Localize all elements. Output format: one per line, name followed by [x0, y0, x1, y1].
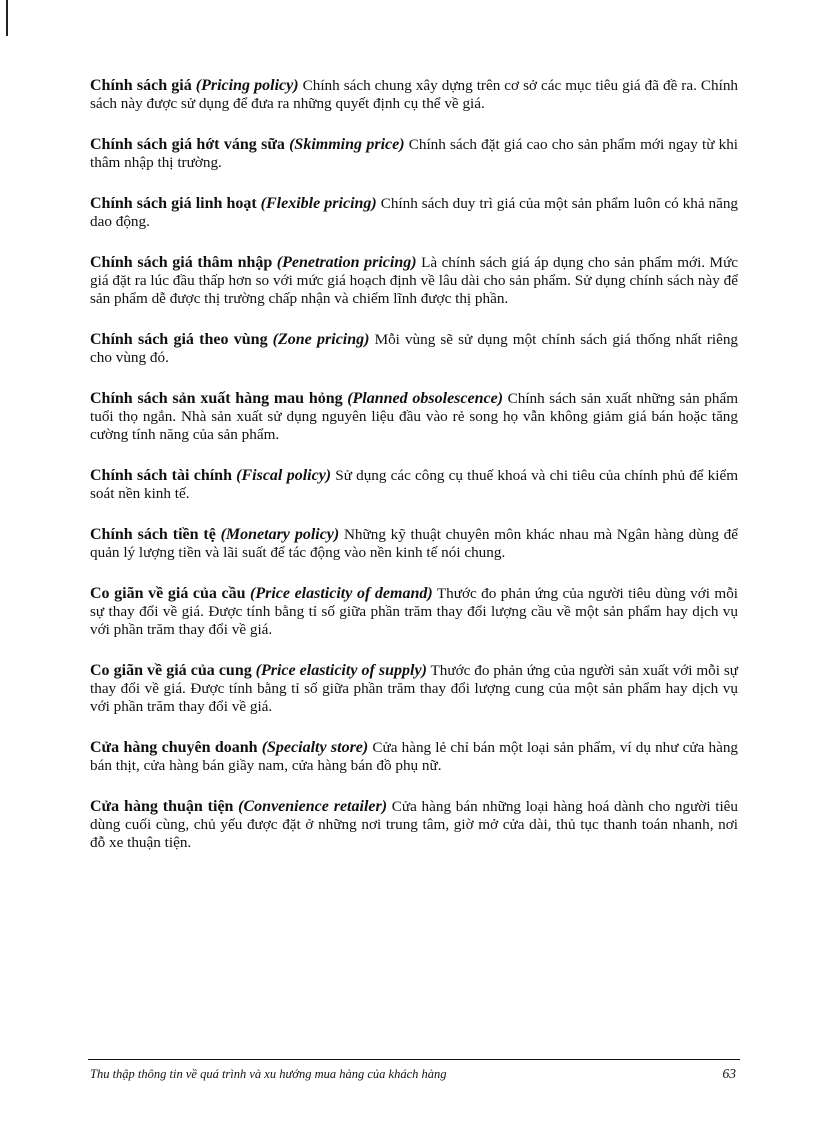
glossary-content: [90, 77, 738, 875]
glossary-entry: [90, 467, 738, 503]
entry-english: (Flexible pricing): [260, 195, 377, 212]
entry-term: Cửa hàng chuyên doanh: [90, 739, 258, 756]
glossary-entry: [90, 798, 738, 852]
entry-term: Chính sách giá hớt váng sữa: [90, 136, 285, 153]
entry-term: Chính sách giá theo vùng: [90, 331, 268, 348]
entry-definition: Chính sách duy trì giá của một sản phẩm luôn có khả năng dao động.: [90, 195, 739, 230]
glossary-entry: [90, 739, 738, 775]
entry-english: (Monetary policy): [220, 526, 340, 543]
entry-term: Chính sách giá: [90, 77, 192, 94]
entry-english: (Price elasticity of demand): [249, 585, 433, 602]
glossary-entry: [90, 390, 738, 444]
page-number: 63: [722, 1066, 736, 1081]
entry-term: Chính sách giá linh hoạt: [90, 195, 257, 212]
running-footer: Thu thập thông tin về quá trình và xu hướng mua hàng của khách hàng: [90, 1067, 447, 1081]
entry-english: (Convenience retailer): [238, 798, 388, 815]
entry-definition: Mỗi vùng sẽ sử dụng một chính sách giá thống nhất riêng cho vùng đó.: [90, 331, 739, 366]
entry-definition: Là chính sách giá áp dụng cho sản phẩm mới. Mức giá đặt ra lúc đầu thấp hơn so với mức giá hoạch định về lâu dài cho sản phẩm. Sử dụng chính sách này để sản phẩm dễ được thị trường chấp nhận và chiếm lĩnh được thị phần.: [90, 254, 739, 307]
entry-definition: Chính sách chung xây dựng trên cơ sở các mục tiêu giá đã đề ra. Chính sách này được sử dụng để đưa ra những quyết định cụ thể về giá.: [90, 77, 739, 112]
entry-definition: Chính sách sản xuất những sản phẩm tuổi thọ ngắn. Nhà sản xuất sử dụng nguyên liệu đầu vào rẻ song họ vẫn không giảm giá bán hoặc tăng cường tính năng của sản phẩm.: [90, 390, 739, 443]
entry-term: Chính sách sản xuất hàng mau hỏng: [90, 390, 343, 407]
entry-english: (Skimming price): [289, 136, 405, 153]
entry-definition: Thước đo phản ứng của người tiêu dùng với mỗi sự thay đổi về giá. Được tính bằng tỉ số giữa phần trăm thay đổi lượng cầu về một sản phẩm hay dịch vụ với phần trăm thay đổi về giá.: [90, 585, 739, 638]
entry-english: (Fiscal policy): [236, 467, 332, 484]
glossary-entry: [90, 585, 738, 639]
entry-term: Co giãn về giá của cung: [90, 662, 252, 679]
entry-english: (Pricing policy): [195, 77, 299, 94]
entry-term: Chính sách giá thâm nhập: [90, 254, 273, 271]
entry-term: Chính sách tiền tệ: [90, 526, 216, 543]
glossary-entry: [90, 254, 738, 308]
glossary-entry: [90, 331, 738, 367]
entry-english: (Specialty store): [261, 739, 369, 756]
entry-term: Cửa hàng thuận tiện: [90, 798, 234, 815]
entry-definition: Chính sách đặt giá cao cho sản phẩm mới ngay từ khi thâm nhập thị trường.: [90, 136, 739, 171]
glossary-entry: [90, 77, 738, 113]
entry-term: Co giãn về giá của cầu: [90, 585, 246, 602]
glossary-entry: [90, 526, 738, 562]
glossary-entry: [90, 136, 738, 172]
entry-english: (Zone pricing): [272, 331, 370, 348]
glossary-entry: [90, 195, 738, 231]
entry-definition: Sử dụng các công cụ thuế khoá và chi tiêu của chính phủ để kiểm soát nền kinh tế.: [90, 467, 739, 502]
glossary-entry: [90, 662, 738, 716]
entry-term: Chính sách tài chính: [90, 467, 232, 484]
entry-definition: Những kỹ thuật chuyên môn khác nhau mà Ngân hàng dùng để quản lý lượng tiền và lãi suất để tác động vào nền kinh tế nói chung.: [90, 526, 739, 561]
entry-definition: Cửa hàng lẻ chỉ bán một loại sản phẩm, ví dụ như cửa hàng bán thịt, cửa hàng bán giầy nam, cửa hàng bán đồ phụ nữ.: [90, 739, 739, 774]
entry-english: (Planned obsolescence): [347, 390, 504, 407]
entry-definition: Thước đo phản ứng của người sản xuất với mỗi sự thay đổi về giá. Được tính bằng tỉ số giữa phần trăm thay đổi lượng cung của một sản phẩm hay dịch vụ với phần trăm thay đổi về giá.: [90, 662, 739, 715]
entry-english: (Price elasticity of supply): [255, 662, 427, 679]
binding-mark: [6, 0, 8, 36]
entry-english: (Penetration pricing): [276, 254, 417, 271]
footer-rule: [88, 1059, 740, 1060]
entry-definition: Cửa hàng bán những loại hàng hoá dành cho người tiêu dùng cuối cùng, chủ yếu được đặt ở những nơi trung tâm, giờ mở cửa dài, thủ tục thanh toán nhanh, nơi đỗ xe thuận tiện.: [90, 798, 739, 851]
